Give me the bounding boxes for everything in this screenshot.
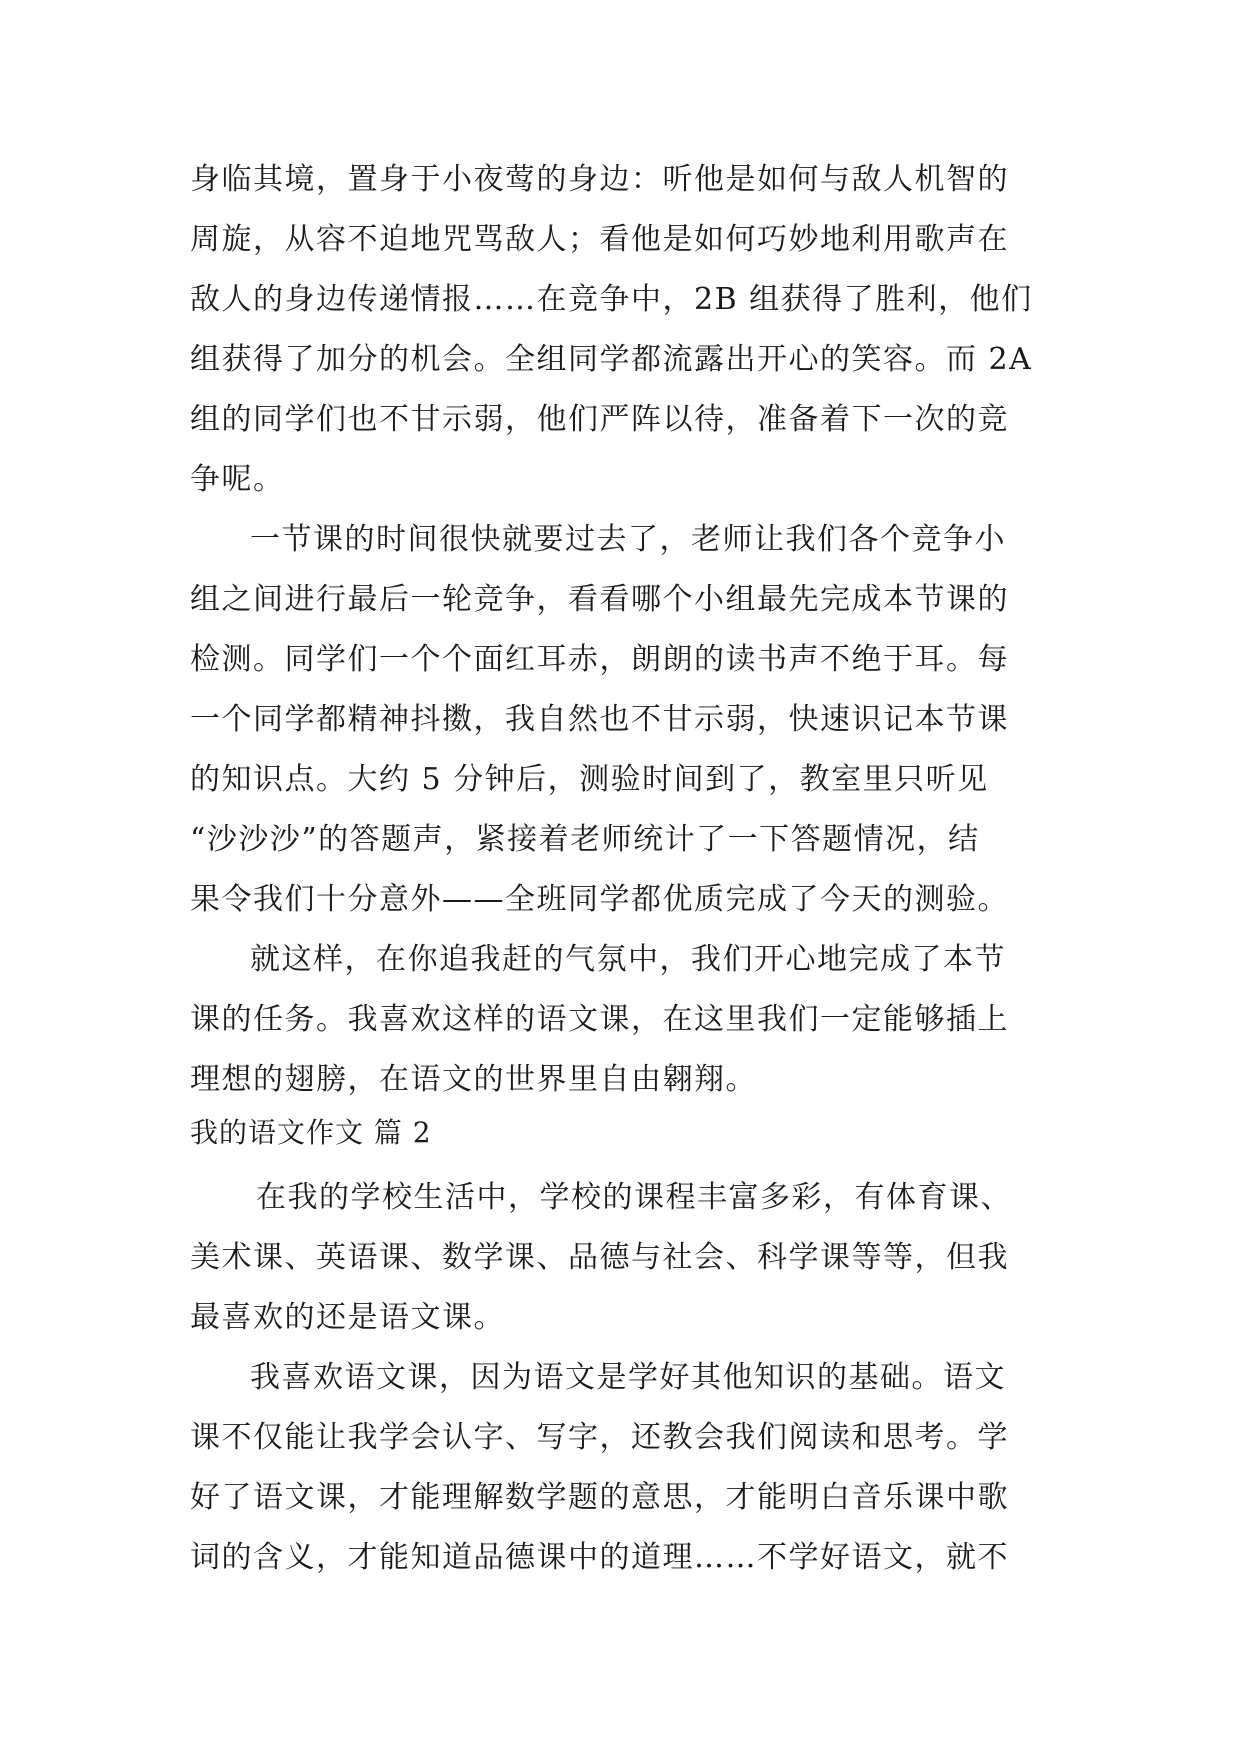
paragraph-line: 一个同学都精神抖擞，我自然也不甘示弱，快速识记本节课 — [190, 702, 1009, 737]
paragraph-line: 组的同学们也不甘示弱，他们严阵以待，准备着下一次的竞 — [190, 402, 1009, 437]
paragraph-line: 就这样，在你追我赶的气氛中，我们开心地完成了本节 — [250, 942, 1006, 977]
paragraph-line: 周旋，从容不迫地咒骂敌人；看他是如何巧妙地利用歌声在 — [190, 222, 1009, 257]
paragraph-line: “沙沙沙”的答题声，紧接着老师统计了一下答题情况，结 — [190, 822, 980, 857]
paragraph-line: 的知识点。大约 5 分钟后，测验时间到了，教室里只听见 — [190, 762, 989, 797]
paragraph-line: 课不仅能让我学会认字、写字，还教会我们阅读和思考。学 — [190, 1420, 1009, 1455]
paragraph-line: 果令我们十分意外——全班同学都优质完成了今天的测验。 — [190, 882, 1009, 917]
paragraph-line: 理想的翅膀，在语文的世界里自由翱翔。 — [190, 1062, 757, 1097]
paragraph-line: 好了语文课，才能理解数学题的意思，才能明白音乐课中歌 — [190, 1480, 1009, 1515]
section-heading: 我的语文作文 篇 2 — [190, 1116, 432, 1149]
paragraph-line: 一节课的时间很快就要过去了，老师让我们各个竞争小 — [250, 522, 1006, 557]
paragraph-line: 组之间进行最后一轮竞争，看看哪个小组最先完成本节课的 — [190, 582, 1009, 617]
paragraph-line: 美术课、英语课、数学课、品德与社会、科学课等等，但我 — [190, 1240, 1009, 1275]
paragraph-line: 敌人的身边传递情报……在竞争中，2B 组获得了胜利，他们 — [190, 282, 1033, 317]
paragraph-line: 身临其境，置身于小夜莺的身边：听他是如何与敌人机智的 — [190, 162, 1009, 197]
paragraph-line: 最喜欢的还是语文课。 — [190, 1300, 505, 1335]
paragraph-line: 我喜欢语文课，因为语文是学好其他知识的基础。语文 — [250, 1360, 1006, 1395]
paragraph-line: 在我的学校生活中，学校的课程丰富多彩，有体育课、 — [256, 1180, 1012, 1215]
paragraph-line: 检测。同学们一个个面红耳赤，朗朗的读书声不绝于耳。每 — [190, 642, 1009, 677]
paragraph-line: 组获得了加分的机会。全组同学都流露出开心的笑容。而 2A — [190, 342, 1033, 377]
paragraph-line: 课的任务。我喜欢这样的语文课，在这里我们一定能够插上 — [190, 1002, 1009, 1037]
paragraph-line: 词的含义，才能知道品德课中的道理……不学好语文，就不 — [190, 1540, 1009, 1575]
paragraph-line: 争呢。 — [190, 462, 285, 497]
